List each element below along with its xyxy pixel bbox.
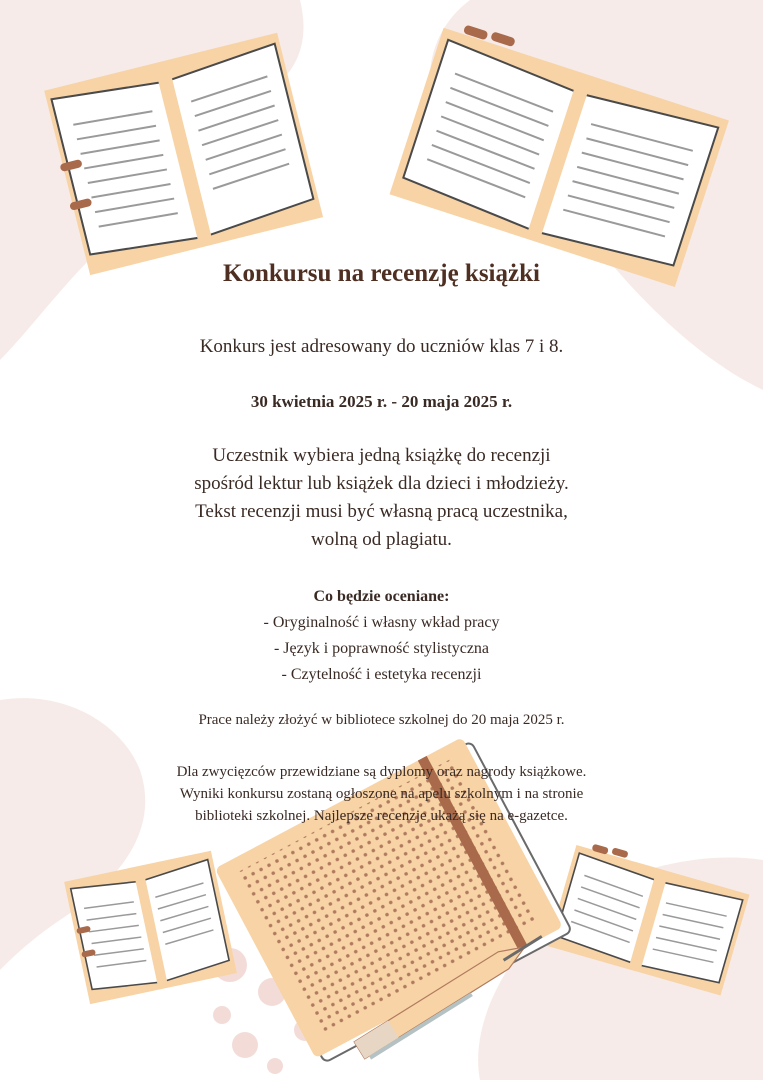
page-title: Konkursu na recenzję książki: [223, 260, 540, 287]
criteria-item: - Język i poprawność stylistyczna: [273, 640, 490, 657]
submission-info: Prace należy złożyć w bibliotece szkolnej do 20 maja 2025 r.: [198, 712, 565, 728]
description-line: Tekst recenzji musi być własną pracą uczestnika,: [195, 501, 568, 522]
audience-text: Konkurs jest adresowany do uczniów klas 7 i 8.: [199, 336, 564, 357]
prizes-line: Dla zwycięzców przewidziane są dyplomy oraz nagrody książkowe.: [176, 764, 587, 780]
description-line: spośród lektur lub książek dla dzieci i młodzieży.: [194, 473, 569, 494]
prizes-info: [0, 761, 763, 827]
prizes-line: Wyniki konkursu zostaną ogłoszone na apelu szkolnym i na stronie: [179, 786, 584, 802]
criteria-item: - Czytelność i estetyka recenzji: [281, 666, 482, 683]
criteria-list: [0, 610, 763, 688]
prizes-line: biblioteki szkolnej. Najlepsze recenzje ukażą się na e-gazetce.: [195, 808, 568, 824]
criteria-heading: Co będzie oceniane:: [313, 588, 450, 605]
criteria-item: - Oryginalność i własny wkład pracy: [263, 614, 500, 631]
description-line: wolną od plagiatu.: [311, 529, 452, 550]
description-line: Uczestnik wybiera jedną książkę do recenzji: [212, 445, 551, 466]
contest-dates: 30 kwietnia 2025 r. - 20 maja 2025 r.: [250, 392, 513, 411]
description: [0, 442, 763, 554]
